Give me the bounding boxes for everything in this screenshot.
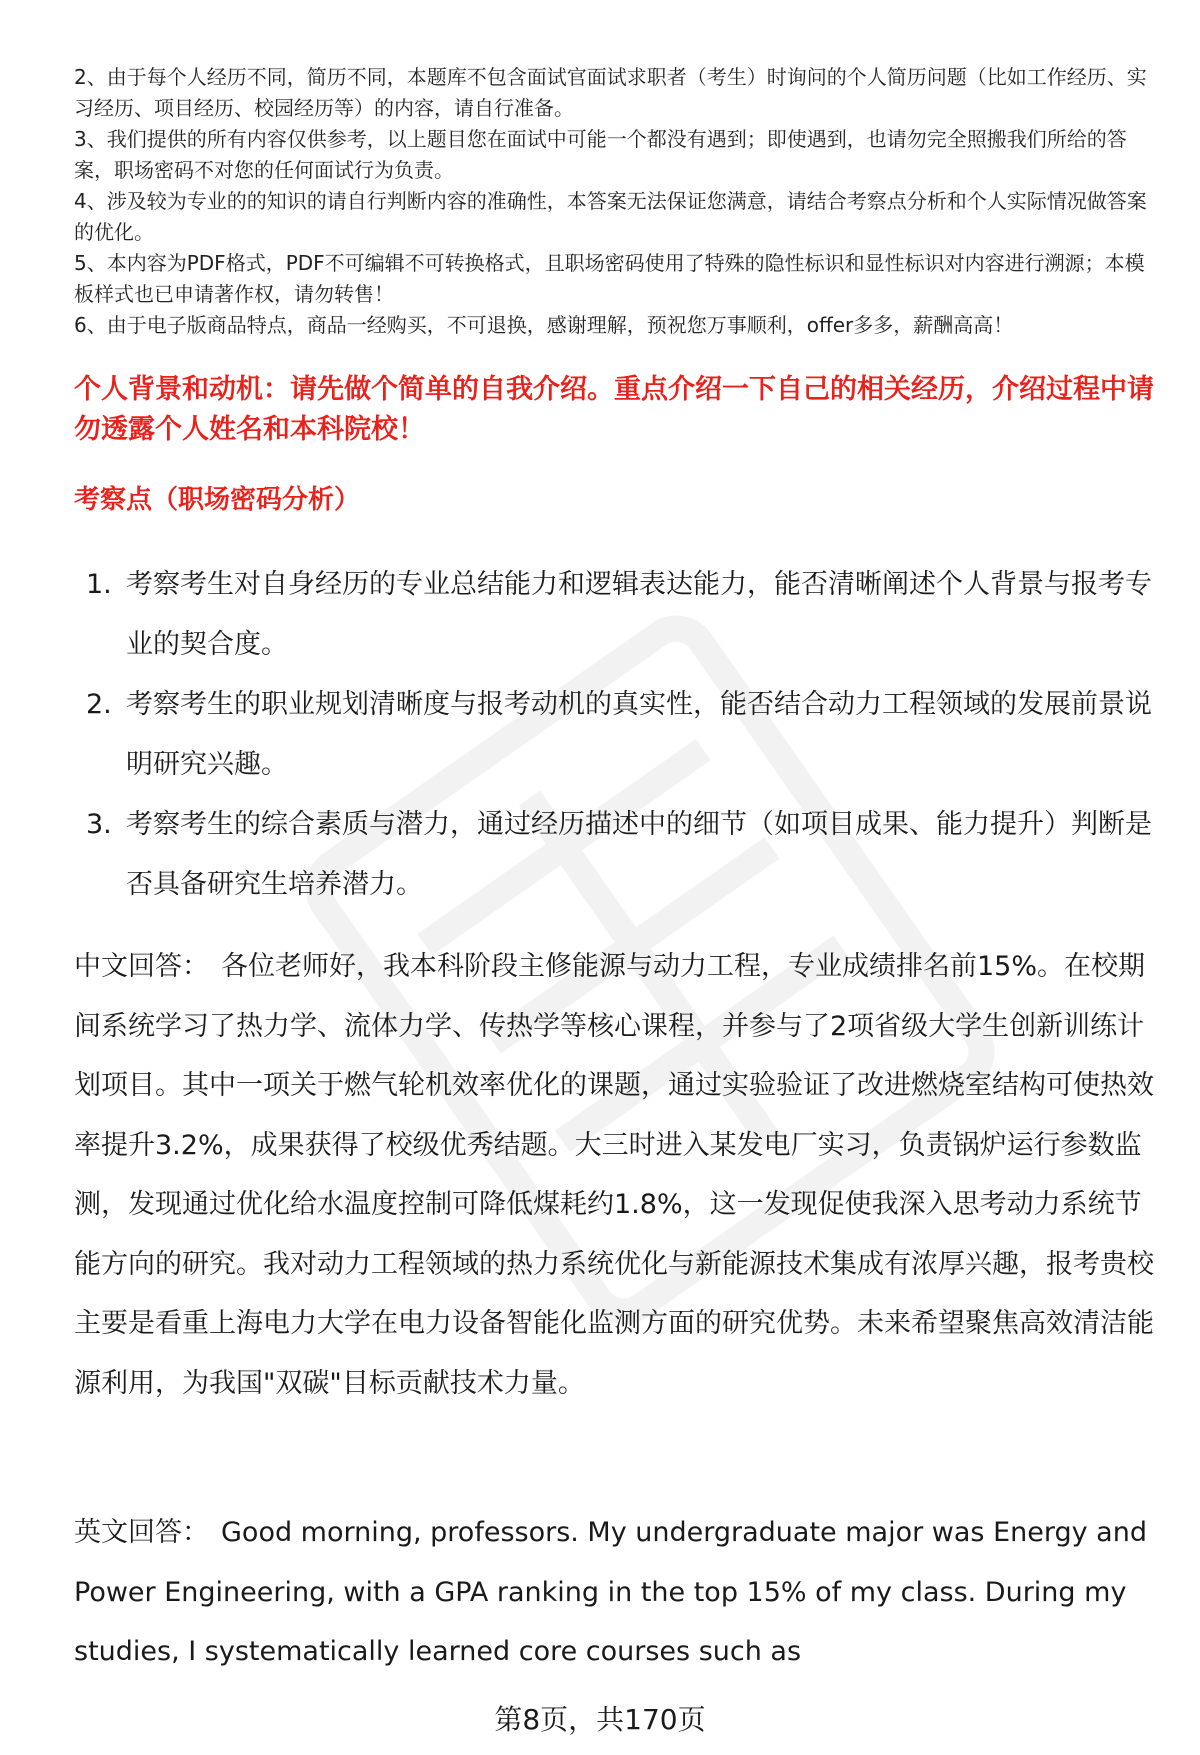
english-answer-text: Good morning, professors. My undergraduate major was Energy and Power Engineering, with a GPA ranking in the top 15% of my class. During my studies, I systematically learned core courses such as: [74, 1517, 1147, 1667]
english-answer: [74, 1503, 1164, 1682]
focus-point-text: 考察考生的综合素质与潜力，通过经历描述中的细节（如项目成果、能力提升）判断是否具备研究生培养潜力。: [126, 809, 1152, 900]
focus-title: 考察点（职场密码分析）: [74, 485, 361, 515]
note-item: 4、涉及较为专业的的知识的请自行判断内容的准确性，本答案无法保证您满意，请结合考察点分析和个人实际情况做答案的优化。: [74, 189, 1147, 244]
chinese-answer-text: 各位老师好，我本科阶段主修能源与动力工程，专业成绩排名前15%。在校期间系统学习了热力学、流体力学、传热学等核心课程，并参与了2项省级大学生创新训练计划项目。其中一项关于燃气轮机效率优化的课题，通过实验验证了改进燃烧室结构可使热效率提升3.2%，成果获得了校级优秀结题。大三时进入某发电厂实习，负责锅炉运行参数监测，发现通过优化给水温度控制可降低煤耗约1.8%，这一发现促使我深入思考动力系统节能方向的研究。我对动力工程领域的热力系统优化与新能源技术集成有浓厚兴趣，报考贵校主要是看重上海电力大学在电力设备智能化监测方面的研究优势。未来希望聚焦高效清洁能源利用，为我国"双碳"目标贡献技术力量。: [74, 951, 1154, 1399]
note-item: 6、由于电子版商品特点，商品一经购买，不可退换，感谢理解，预祝您万事顺利，offer多多，薪酬高高！: [74, 313, 1014, 337]
question-title: 个人背景和动机：请先做个简单的自我介绍。重点介绍一下自己的相关经历，介绍过程中请勿透露个人姓名和本科院校！: [74, 374, 1154, 445]
chinese-answer-label: 中文回答：: [74, 951, 209, 982]
focus-points-list: [74, 555, 1164, 915]
focus-point: [74, 675, 1164, 795]
notes-section: [74, 62, 1164, 341]
focus-point-text: 考察考生对自身经历的专业总结能力和逻辑表达能力，能否清晰阐述个人背景与报考专业的契合度。: [126, 569, 1152, 660]
note-item: 2、由于每个人经历不同，简历不同，本题库不包含面试官面试求职者（考生）时询问的个人简历问题（比如工作经历、实习经历、项目经历、校园经历等）的内容，请自行准备。: [74, 65, 1147, 120]
english-answer-label: 英文回答：: [74, 1517, 209, 1548]
page-number: 第8页，共170页: [494, 1703, 706, 1736]
focus-point-number: 2.: [86, 689, 112, 720]
focus-point: [74, 555, 1164, 675]
note-item: 3、我们提供的所有内容仅供参考，以上题目您在面试中可能一个都没有遇到；即使遇到，也请勿完全照搬我们所给的答案，职场密码不对您的任何面试行为负责。: [74, 127, 1127, 182]
focus-point: [74, 795, 1164, 915]
note-item: 5、本内容为PDF格式，PDF不可编辑不可转换格式，且职场密码使用了特殊的隐性标识和显性标识对内容进行溯源；本模板样式也已申请著作权，请勿转售！: [74, 251, 1145, 306]
chinese-answer: [74, 937, 1164, 1413]
focus-point-text: 考察考生的职业规划清晰度与报考动机的真实性，能否结合动力工程领域的发展前景说明研究兴趣。: [126, 689, 1152, 780]
focus-point-number: 3.: [86, 809, 112, 840]
focus-point-number: 1.: [86, 569, 112, 600]
